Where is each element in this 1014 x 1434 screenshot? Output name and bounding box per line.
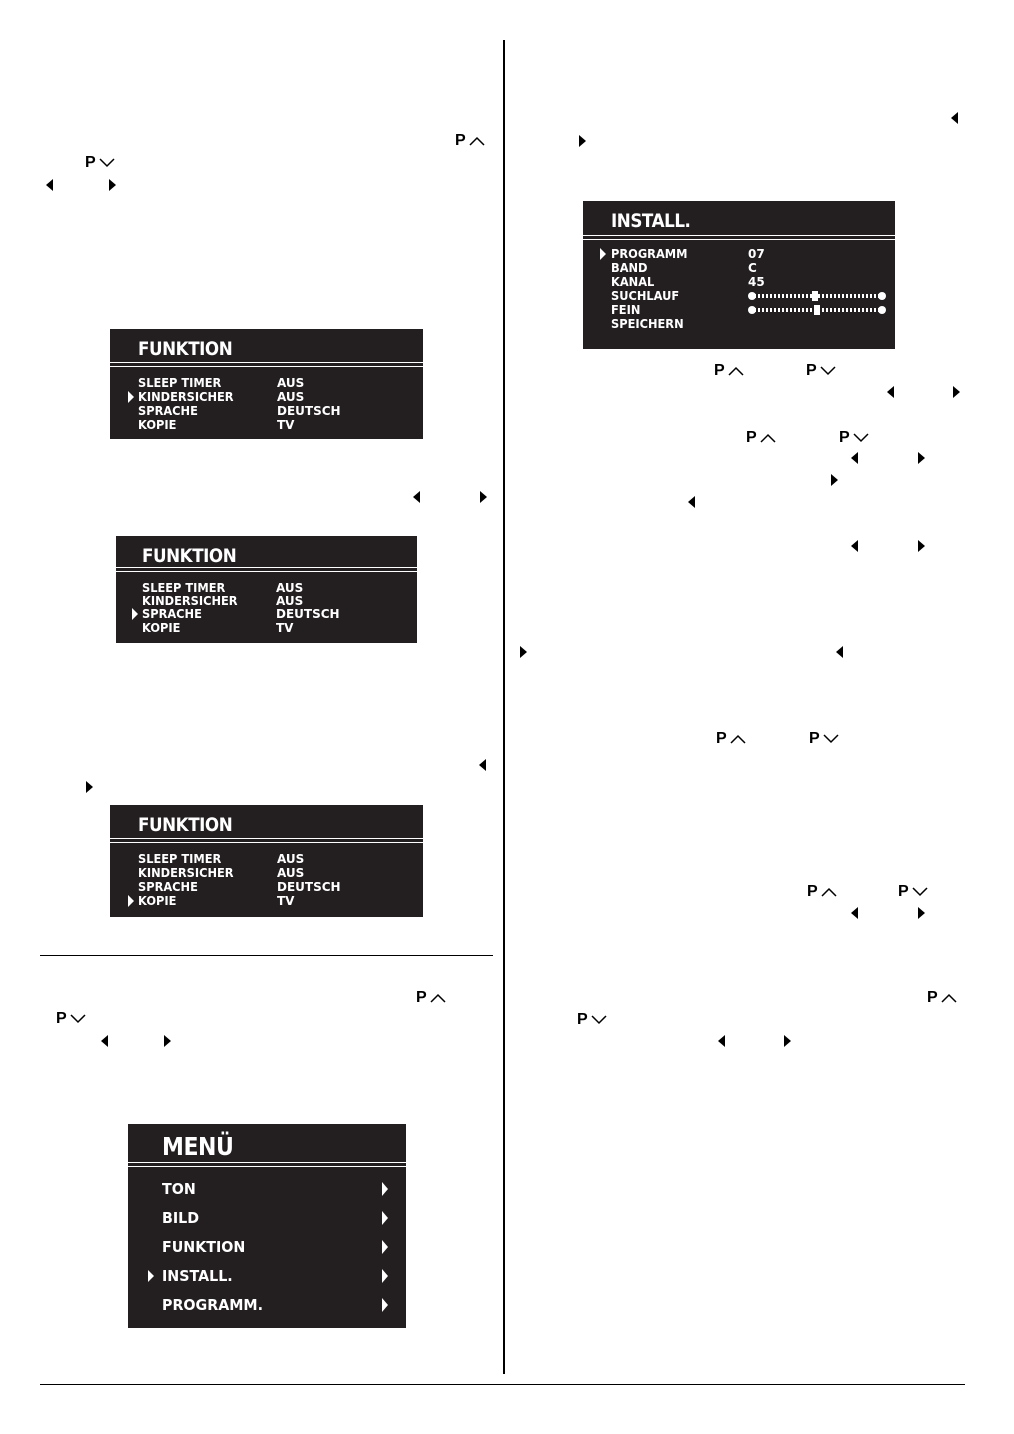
submenu-arrow-icon [382, 1269, 388, 1283]
menu-row-label: SPEICHERN [611, 317, 684, 331]
slider-knob [814, 305, 820, 315]
menu-row-value: TV [276, 621, 294, 635]
p-key-label: P [577, 1011, 588, 1028]
p-up-key-icon [746, 430, 776, 446]
menu-item-funktion: FUNKTION [162, 1238, 246, 1256]
page-bottom-rule [40, 1384, 965, 1385]
submenu-arrow-icon [382, 1211, 388, 1225]
menu-row-label: KINDERSICHER [142, 594, 238, 608]
menu-row-value: DEUTSCH [277, 404, 341, 418]
selection-cursor-icon [132, 608, 138, 620]
p-up-key-icon [416, 990, 446, 1006]
p-key-label: P [455, 132, 466, 149]
menu-separator [110, 838, 423, 839]
menu-separator [128, 1166, 406, 1167]
menu-row-value: C [748, 261, 757, 275]
left-arrow-icon [479, 759, 486, 771]
menu-row-value: AUS [276, 581, 304, 595]
main-menu-screen [128, 1124, 406, 1328]
right-arrow-icon [109, 179, 116, 191]
menu-row-value: AUS [277, 376, 305, 390]
slider-right-end-icon [878, 306, 886, 314]
menu-row-label: KOPIE [138, 894, 177, 908]
menu-item-ton: TON [162, 1180, 196, 1198]
p-key-label: P [714, 362, 725, 379]
p-up-key-icon [807, 884, 837, 900]
search-slider [748, 292, 886, 300]
menu-item-bild: BILD [162, 1209, 200, 1227]
slider-left-end-icon [748, 306, 756, 314]
menu-separator [128, 1162, 406, 1163]
menu-row-label: FEIN [611, 303, 641, 317]
p-down-key-icon [839, 430, 869, 446]
submenu-arrow-icon [382, 1182, 388, 1196]
left-arrow-icon [951, 112, 958, 124]
p-key-label: P [416, 989, 427, 1006]
menu-row-label: PROGRAMM [611, 247, 688, 261]
menu-title: FUNKTION [138, 814, 233, 836]
menu-separator [110, 366, 423, 367]
selection-cursor-icon [148, 1270, 154, 1282]
left-arrow-icon [46, 179, 53, 191]
menu-row-label: SPRACHE [142, 607, 202, 621]
menu-row-value: AUS [277, 866, 305, 880]
menu-row-value: TV [277, 418, 295, 432]
p-key-label: P [927, 989, 938, 1006]
menu-title: MENÜ [162, 1132, 234, 1161]
left-arrow-icon [851, 540, 858, 552]
left-arrow-icon [851, 907, 858, 919]
slider-knob [812, 291, 818, 301]
menu-row-value: 45 [748, 275, 765, 289]
p-up-key-icon [927, 990, 957, 1006]
p-key-label: P [806, 362, 817, 379]
p-down-key-icon [898, 884, 928, 900]
slider-left-end-icon [748, 292, 756, 300]
menu-title: FUNKTION [142, 545, 237, 567]
fine-tune-slider [748, 306, 886, 314]
left-arrow-icon [101, 1035, 108, 1047]
left-arrow-icon [718, 1035, 725, 1047]
submenu-arrow-icon [382, 1298, 388, 1312]
column-divider [503, 40, 505, 1374]
p-key-label: P [746, 429, 757, 446]
menu-title: FUNKTION [138, 338, 233, 360]
menu-row-value: 07 [748, 247, 765, 261]
right-arrow-icon [918, 540, 925, 552]
menu-row-value: DEUTSCH [277, 880, 341, 894]
right-arrow-icon [579, 135, 586, 147]
menu-separator [583, 239, 895, 240]
p-up-key-icon [455, 133, 485, 149]
install-menu-screen [583, 201, 895, 349]
menu-row-label: BAND [611, 261, 648, 275]
menu-row-value: TV [277, 894, 295, 908]
right-arrow-icon [86, 781, 93, 793]
menu-row-value: DEUTSCH [276, 607, 340, 621]
p-key-label: P [716, 730, 727, 747]
selection-cursor-icon [128, 391, 134, 403]
menu-row-label: SPRACHE [138, 404, 198, 418]
menu-row-value: AUS [277, 390, 305, 404]
menu-row-value: AUS [276, 594, 304, 608]
right-arrow-icon [918, 907, 925, 919]
section-divider [40, 955, 493, 956]
menu-row-label: SPRACHE [138, 880, 198, 894]
left-arrow-icon [836, 646, 843, 658]
right-arrow-icon [784, 1035, 791, 1047]
p-key-label: P [56, 1010, 67, 1027]
right-arrow-icon [918, 452, 925, 464]
menu-title: INSTALL. [611, 210, 691, 232]
menu-row-label: KOPIE [138, 418, 177, 432]
menu-item-install: INSTALL. [162, 1267, 233, 1285]
menu-separator [110, 362, 423, 363]
submenu-arrow-icon [382, 1240, 388, 1254]
p-down-key-icon [806, 363, 836, 379]
p-key-label: P [85, 154, 96, 171]
menu-row-value: AUS [277, 852, 305, 866]
left-arrow-icon [688, 496, 695, 508]
right-arrow-icon [831, 474, 838, 486]
left-arrow-icon [887, 386, 894, 398]
selection-cursor-icon [128, 895, 134, 907]
right-arrow-icon [953, 386, 960, 398]
p-down-key-icon [85, 155, 115, 171]
menu-item-programm: PROGRAMM. [162, 1296, 264, 1314]
p-down-key-icon [56, 1011, 86, 1027]
menu-separator [110, 842, 423, 843]
menu-row-label: SLEEP TIMER [138, 376, 222, 390]
funktion-menu-screen [110, 329, 423, 439]
p-down-key-icon [577, 1012, 607, 1028]
menu-row-label: SLEEP TIMER [142, 581, 226, 595]
menu-separator [116, 571, 417, 572]
menu-row-label: SUCHLAUF [611, 289, 680, 303]
p-up-key-icon [716, 731, 746, 747]
menu-row-label: KINDERSICHER [138, 866, 234, 880]
p-key-label: P [807, 883, 818, 900]
right-arrow-icon [480, 491, 487, 503]
right-arrow-icon [520, 646, 527, 658]
right-arrow-icon [164, 1035, 171, 1047]
p-key-label: P [839, 429, 850, 446]
p-key-label: P [898, 883, 909, 900]
selection-cursor-icon [600, 248, 606, 260]
menu-row-label: KOPIE [142, 621, 181, 635]
menu-row-label: SLEEP TIMER [138, 852, 222, 866]
p-up-key-icon [714, 363, 744, 379]
menu-separator [583, 235, 895, 236]
funktion-menu-screen [116, 536, 417, 643]
menu-row-label: KANAL [611, 275, 655, 289]
left-arrow-icon [851, 452, 858, 464]
p-key-label: P [809, 730, 820, 747]
left-arrow-icon [413, 491, 420, 503]
funktion-menu-screen [110, 805, 423, 917]
slider-right-end-icon [878, 292, 886, 300]
menu-row-label: KINDERSICHER [138, 390, 234, 404]
menu-separator [116, 567, 417, 568]
p-down-key-icon [809, 731, 839, 747]
